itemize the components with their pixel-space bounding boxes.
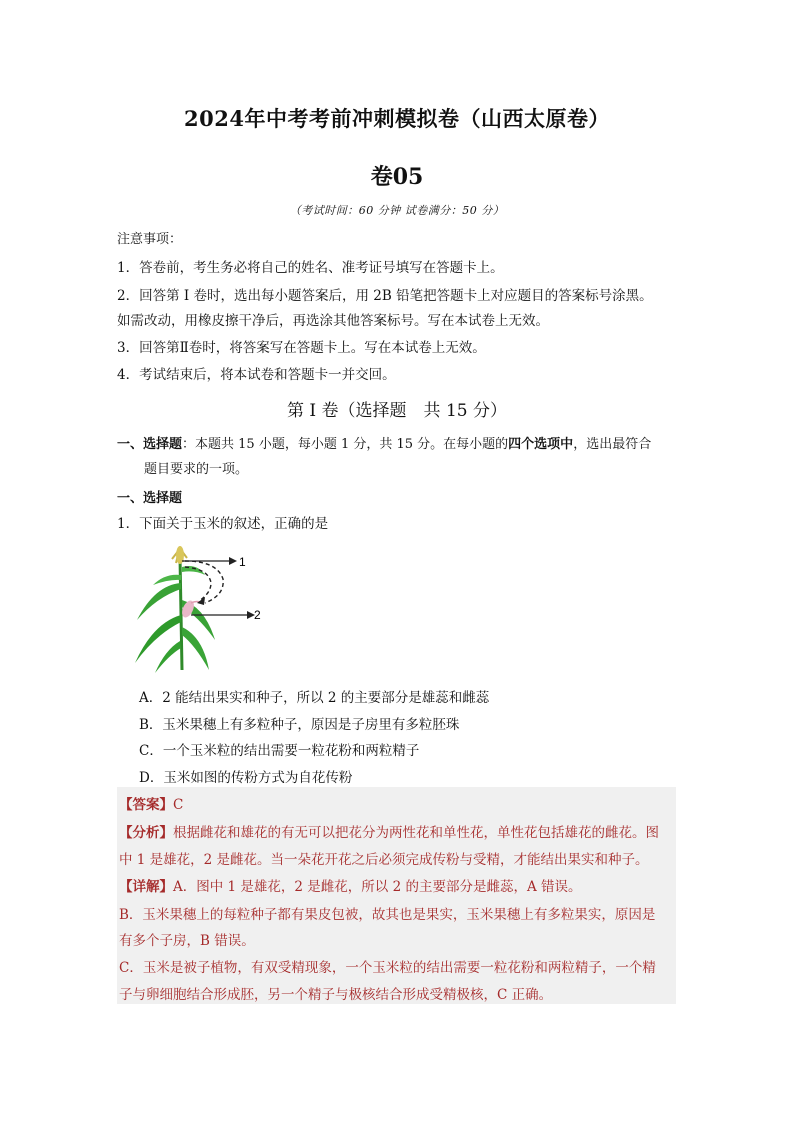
intro-text: ：本题共 15 小题，每小题 1 分，共 15 分。在每小题的: [182, 437, 509, 452]
section-heading: 第 I 卷（选择题 共 15 分）: [287, 401, 507, 421]
notice-item: 2．回答第 I 卷时，选出每小题答案后，用 2B 铅笔把答题卡上对应题目的答案标号涂黑。: [117, 288, 653, 304]
detail-line: [119, 875, 582, 895]
corn-plant-figure: [125, 545, 285, 675]
intro-text-tail: ，选出最符合: [573, 437, 652, 452]
answer-line: [119, 793, 183, 813]
figure-label-2: 2: [254, 608, 261, 622]
intro-text-line2: 题目要求的一项。: [144, 462, 249, 477]
answer-value: C: [173, 797, 184, 813]
detail-a: A．图中 1 是雄花，2 是雌花，所以 2 的主要部分是雌蕊，A 错误。: [173, 879, 582, 895]
detail-tag: 【详解】: [119, 879, 173, 895]
answer-tag: 【答案】: [119, 797, 173, 813]
analysis-line-2: 中 1 是雄花，2 是雌花。当一朵花开花之后必须完成传粉与受精，才能结出果实和种子。: [119, 852, 649, 868]
detail-b-line-1: B．玉米果穗上的每粒种子都有果皮包被，故其也是果实，玉米果穗上有多粒果实，原因是: [119, 907, 656, 923]
notice-item: 3．回答第Ⅱ卷时，将答案写在答题卡上。写在本试卷上无效。: [117, 340, 486, 356]
detail-c-line-2: 子与卵细胞结合形成胚，另一个精子与极核结合形成受精极核，C 正确。: [119, 987, 553, 1003]
detail-c-line-1: C．玉米是被子植物，有双受精现象，一个玉米粒的结出需要一粒花粉和两粒精子，一个精: [119, 960, 656, 976]
option-c: C．一个玉米粒的结出需要一粒花粉和两粒精子: [139, 743, 420, 759]
notice-item: 1．答卷前，考生务必将自己的姓名、准考证号填写在答题卡上。: [117, 260, 504, 276]
option-a: A．2 能结出果实和种子，所以 2 的主要部分是雄蕊和雌蕊: [139, 690, 490, 706]
question-stem: 1．下面关于玉米的叙述，正确的是: [117, 516, 329, 532]
paper-subtitle: 卷05: [370, 164, 424, 190]
notice-title: 注意事项：: [117, 232, 183, 247]
intro-emphasis: 四个选项中: [508, 437, 574, 452]
analysis-line: [119, 821, 659, 841]
exam-info: （考试时间：60 分钟 试卷满分：50 分）: [289, 204, 505, 217]
analysis-text: 根据雌花和雄花的有无可以把花分为两性花和单性花，单性花包括雄花的雌花。图: [173, 825, 659, 841]
detail-b-line-2: 有多个子房，B 错误。: [119, 933, 255, 949]
option-b: B．玉米果穗上有多粒种子，原因是子房里有多粒胚珠: [139, 717, 460, 733]
figure-label-1: 1: [239, 555, 246, 569]
option-d: D．玉米如图的传粉方式为自花传粉: [139, 770, 353, 786]
notice-item: 如需改动，用橡皮擦干净后，再选涂其他答案标号。写在本试卷上无效。: [117, 313, 549, 329]
section-intro: [117, 432, 687, 482]
analysis-tag: 【分析】: [119, 825, 173, 841]
notice-item: 4．考试结束后，将本试卷和答题卡一并交回。: [117, 367, 396, 383]
page-title: 2024年中考考前冲刺模拟卷（山西太原卷）: [184, 106, 610, 131]
subheading: 一、选择题: [117, 491, 183, 506]
intro-label: 一、选择题: [117, 437, 183, 452]
